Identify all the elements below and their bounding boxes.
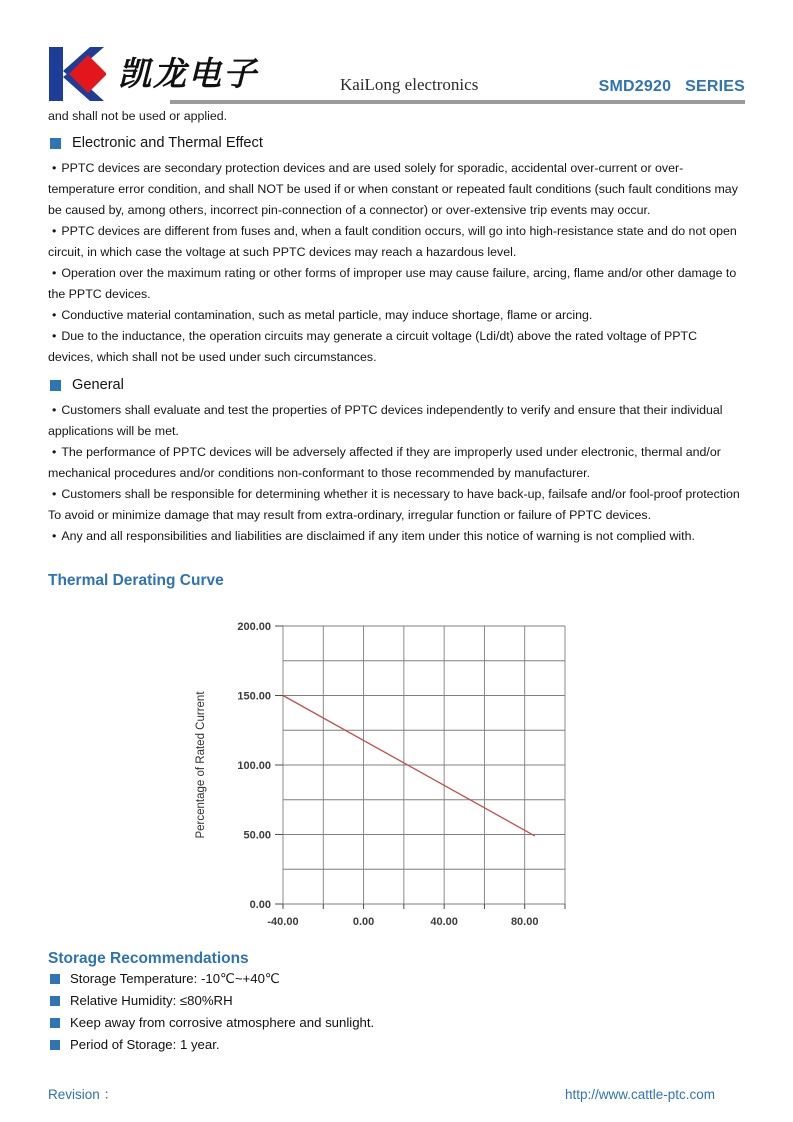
square-bullet-icon [50,996,60,1006]
svg-text:100.00: 100.00 [237,760,271,772]
storage-item [50,990,745,1012]
bullet-icon: • [52,445,57,459]
section-heading-electronic-thermal [50,135,745,151]
bullet-icon: • [52,329,57,343]
brand-name-english: KaiLong electronics [340,75,479,94]
warning-paragraph [48,526,745,547]
thermal-derating-curve-heading: Thermal Derating Curve [48,572,224,589]
thermal-derating-chart [188,612,590,934]
storage-item [50,1034,745,1056]
storage-item-text: Storage Temperature: -10℃~+40℃ [70,971,280,986]
series-derating-line [283,696,535,836]
kailong-logo-icon [46,46,106,102]
svg-text:150.00: 150.00 [237,690,271,703]
chart-ticks [275,626,565,909]
warning-paragraph [48,326,745,368]
storage-item-text: Relative Humidity: ≤80%RH [70,993,233,1008]
series-title: SMD2920 SERIES [598,78,745,95]
chart-tick-labels [237,621,538,928]
warning-paragraph [48,221,745,263]
storage-item [50,1012,745,1034]
square-bullet-icon [50,380,61,391]
section-heading-label: General [72,377,124,393]
storage-item-text: Period of Storage: 1 year. [70,1037,220,1052]
square-bullet-icon [50,974,60,984]
paragraph-text: Due to the inductance, the operation circuits may generate a circuit voltage (Ldi/dt) above the rated voltage of PPTC devices, which shall not be used under such circumstances. [48,329,698,364]
svg-text:0.00: 0.00 [352,916,375,928]
square-bullet-icon [50,1040,60,1050]
storage-recommendations-heading: Storage Recommendations [48,950,249,967]
paragraph-text: Conductive material contamination, such as metal particle, may induce shortage, flame or arcing. [61,308,593,322]
svg-text:50.00: 50.00 [243,829,271,842]
paragraph-text: Customers shall be responsible for determining whether it is necessary to have back-up, failsafe and/or fool-proof protection To avoid or minimize damage that may result from extra-ordinary, irregular function or failure of PPTC devices. [48,487,740,522]
warning-paragraph [48,442,745,484]
paragraph-text: Any and all responsibilities and liabilities are disclaimed if any item under this notice of warning is not complied with. [61,529,695,543]
square-bullet-icon [50,1018,60,1028]
section-heading-general [50,377,745,393]
svg-text:0.00: 0.00 [249,899,271,911]
header-divider [170,100,745,104]
website-link[interactable]: http://www.cattle-ptc.com [564,1087,715,1102]
paragraph-text: PPTC devices are different from fuses and, when a fault condition occurs, will go into high-resistance state and do not open circuit, in which case the voltage at such PPTC devices may reach a hazardous level. [48,224,737,259]
bullet-icon: • [52,487,57,501]
svg-text:200.00: 200.00 [237,621,271,633]
svg-text:40.00: 40.00 [430,916,458,928]
bullet-icon: • [52,224,57,238]
brand-name-chinese: 凯龙电子 [118,54,258,93]
storage-item [50,968,745,990]
storage-item-text: Keep away from corrosive atmosphere and sunlight. [70,1015,375,1030]
paragraph-text: The performance of PPTC devices will be adversely affected if they are improperly used under electronic, thermal and/or mechanical procedures and/or conditions non-conformant to those recommended by manufacturer. [48,445,721,480]
bullet-icon: • [52,529,57,543]
bullet-icon: • [52,308,57,322]
paragraph-text: PPTC devices are secondary protection devices and are used solely for sporadic, accidental over-current or over-temperature error condition, and shall NOT be used if or when constant or repeated fault conditions (such fault conditions may be caused by, among others, incorrect pin-connection of a connector) or over-extensive trip events may occur. [48,161,738,217]
page-footer [48,1083,745,1103]
warning-paragraph [48,263,745,305]
warning-paragraph [48,158,745,221]
page-header [48,46,745,104]
bullet-icon: • [52,266,57,280]
section-heading-label: Electronic and Thermal Effect [72,135,263,151]
chart-gridlines [283,626,565,904]
y-axis-title: Percentage of Rated Current [195,691,207,839]
warning-paragraph [48,305,745,326]
svg-text:-40.00: -40.00 [267,916,299,928]
warning-paragraph [48,484,745,526]
warning-paragraph [48,400,745,442]
bullet-icon: • [52,161,57,175]
paragraph-text: Operation over the maximum rating or other forms of improper use may cause failure, arcing, flame and/or other damage to the PPTC devices. [48,266,737,301]
bullet-icon: • [52,403,57,417]
derating-chart-svg [188,612,590,934]
svg-text:80.00: 80.00 [510,916,539,928]
revision-label: Revision ： [48,1087,118,1102]
paragraph-text: Customers shall evaluate and test the properties of PPTC devices independently to verify and ensure that their individual applications will be met. [48,403,723,438]
square-bullet-icon [50,138,61,149]
continued-sentence: and shall not be used or applied. [48,109,228,123]
